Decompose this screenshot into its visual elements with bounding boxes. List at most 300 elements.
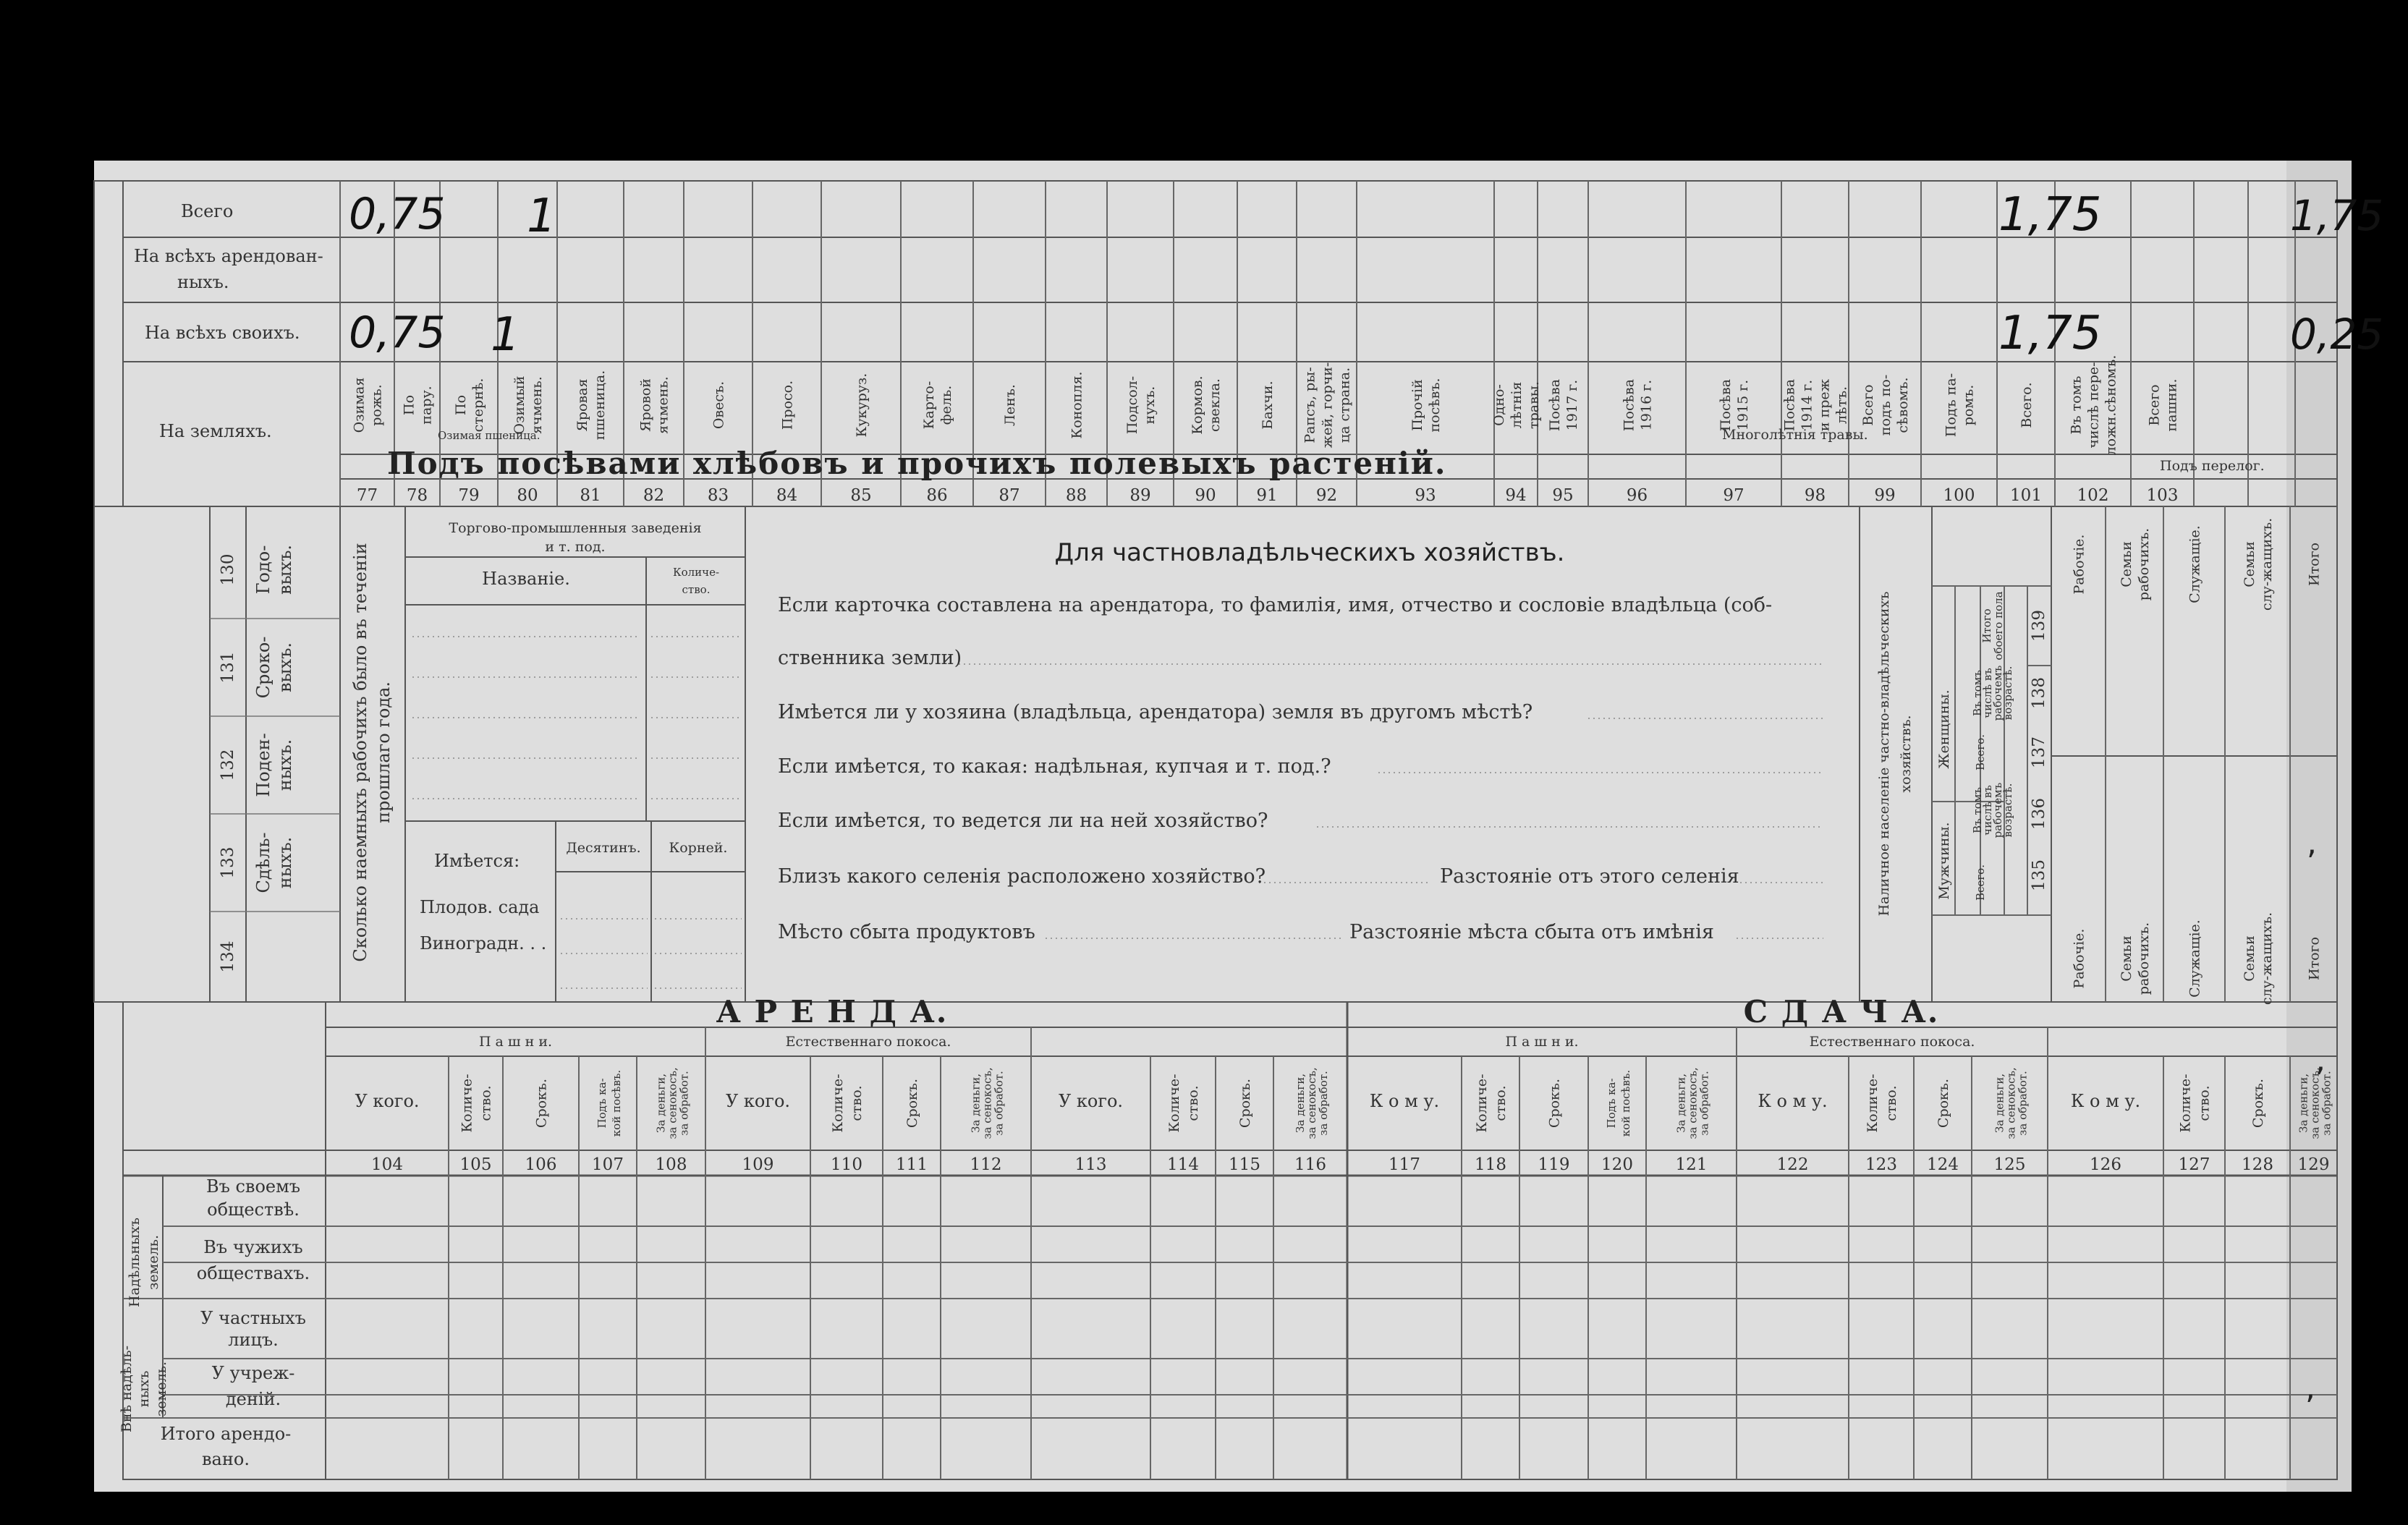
bot-header-128-line-0: Срокъ. xyxy=(2250,1078,2266,1129)
bot-col-number-122: 122 xyxy=(1776,1155,1809,1174)
staff-top-0-line-0: Рабочiе. xyxy=(2071,534,2087,595)
hw-total-99: 1,75 xyxy=(1998,188,2102,242)
bot-col-number-118: 118 xyxy=(1475,1155,1506,1174)
workers-type-133-line-0: Сдѣль- xyxy=(253,832,274,893)
col-number-101: 101 xyxy=(2010,486,2042,505)
bot-subheader-2: П а ш н и. xyxy=(1505,1034,1579,1050)
plodov-label: Плодов. сада xyxy=(420,897,540,917)
bot-row-label-0-a: Въ своемъ xyxy=(205,1176,301,1197)
bot-header-108 xyxy=(655,1067,691,1139)
pop-women-working-line-1: числѣ въ xyxy=(1981,668,1994,718)
bot-col-number-117: 117 xyxy=(1389,1155,1420,1174)
col-number-80: 80 xyxy=(517,486,538,505)
private-title: Для частновладѣльческихъ хозяйствъ. xyxy=(1054,538,1565,567)
pop-women-working-line-0: Въ томъ xyxy=(1971,670,1984,716)
crop-header-102-line-1: числѣ пере- xyxy=(2085,362,2102,449)
bot-col-number-120: 120 xyxy=(1601,1155,1633,1174)
crop-header-93-line-0: Прочiй xyxy=(1409,379,1425,431)
col-number-100: 100 xyxy=(1943,486,1975,505)
col-number-92: 92 xyxy=(1315,486,1338,505)
workers-num-131 xyxy=(219,652,237,684)
col-number-79: 79 xyxy=(458,486,480,505)
group-vne-line-1: ныхъ xyxy=(136,1370,152,1408)
bot-header-129-line-0: За деньги, xyxy=(2297,1074,2310,1133)
crop-header-82-line-0: Яровой xyxy=(637,378,654,432)
crop-header-91-line-0: Бахчи. xyxy=(1260,381,1276,430)
vinograd-label: Виноградн. . . xyxy=(420,933,547,953)
bot-header-119 xyxy=(1547,1079,1563,1128)
question-1: ственника земли) xyxy=(778,647,962,669)
mnogoletnie-label: Многолѣтнiя травы. xyxy=(1722,427,1868,443)
bot-header-124-line-0: Срокъ. xyxy=(1936,1078,1951,1129)
staff-bottom-1-line-1: рабочихъ. xyxy=(2136,922,2152,995)
bot-col-number-126: 126 xyxy=(2090,1155,2121,1174)
name-col-header: Названiе. xyxy=(482,569,570,589)
bot-header-125 xyxy=(1993,1067,2030,1139)
workers-num-130-line-0: 130 xyxy=(219,553,237,586)
row-label-arendovannykh-2: ныхъ. xyxy=(177,272,229,292)
crop-header-86-line-1: фель. xyxy=(938,385,954,425)
group-vne-line-2: земель. xyxy=(153,1361,169,1417)
row-label-na-zemlyakh: На земляхъ. xyxy=(159,421,272,441)
workers-type-132-line-1: ныхъ. xyxy=(275,739,295,791)
crop-header-77-line-1: рожь. xyxy=(368,384,385,426)
col-number-87: 87 xyxy=(999,486,1020,505)
workers-type-132-line-0: Поден- xyxy=(253,733,274,797)
bot-subheader-0: П а ш н и. xyxy=(478,1034,553,1050)
pop-num-138 xyxy=(2030,677,2048,709)
enterprise-title-1: Торгово-промышленныя заведенiя xyxy=(449,520,702,536)
crop-header-79-line-1: стернѣ. xyxy=(470,378,486,433)
staff-bottom-0-line-0: Рабочiе. xyxy=(2071,928,2087,989)
crop-header-103-line-0: Всего xyxy=(2146,384,2163,426)
crop-header-100-line-0: Подъ па- xyxy=(1943,373,1959,438)
col-number-78: 78 xyxy=(406,486,428,505)
bot-header-123-line-1: ство. xyxy=(1883,1085,1899,1121)
bot-header-126: К о м у. xyxy=(2070,1091,2141,1111)
staff-top-3-line-0: Семьи xyxy=(2242,541,2258,587)
pop-num-135-line-0: 135 xyxy=(2030,859,2048,891)
pop-men-working-line-0: Въ томъ xyxy=(1971,787,1984,833)
workers-num-133-line-0: 133 xyxy=(219,846,237,879)
bot-header-129-line-2: за обработ. xyxy=(2320,1071,2333,1136)
crop-header-99-line-0: Всего xyxy=(1860,384,1876,426)
bot-col-number-112: 112 xyxy=(970,1155,1002,1174)
bot-col-number-124: 124 xyxy=(1927,1155,1959,1174)
staff-top-1-line-1: рабочихъ. xyxy=(2136,527,2152,601)
pop-both-total-line-0: Итого xyxy=(1980,608,1993,643)
crop-header-99-line-2: сѣвомъ. xyxy=(1895,377,1911,433)
crops-banner: Подъ посѣвами хлѣбовъ и прочихъ полевыхъ растенiй. xyxy=(387,446,1447,481)
crop-header-90-line-1: свекла. xyxy=(1207,378,1223,432)
arenda-title: А Р Е Н Д А. xyxy=(716,994,949,1029)
bot-col-number-114: 114 xyxy=(1167,1155,1199,1174)
col-number-77: 77 xyxy=(356,486,378,505)
crop-header-82-line-1: ячмень. xyxy=(655,376,671,434)
crop-header-85 xyxy=(854,373,870,438)
bot-row-label-3-a: У учреж- xyxy=(211,1363,295,1383)
col-number-85: 85 xyxy=(850,486,872,505)
pop-num-136 xyxy=(2030,798,2048,830)
bot-header-106 xyxy=(534,1079,550,1128)
crop-header-86-line-0: Карто- xyxy=(921,381,937,430)
bot-header-107-line-1: кой посѣвъ. xyxy=(610,1069,623,1137)
bot-row-label-2-b: лицъ. xyxy=(228,1330,279,1350)
col-number-98: 98 xyxy=(1804,486,1826,505)
hw-total-103: 1,75 xyxy=(2290,191,2384,240)
staff-bottom-2-line-0: Служащiе. xyxy=(2187,919,2203,998)
staff-top-0 xyxy=(2072,535,2087,595)
bot-header-124 xyxy=(1936,1079,1951,1128)
bot-header-125-line-0: За деньги, xyxy=(1993,1074,2006,1133)
group-nadel-line-1: земель. xyxy=(145,1234,161,1291)
bot-header-106-line-0: Срокъ. xyxy=(533,1078,550,1129)
staff-bottom-3-line-0: Семьи xyxy=(2242,935,2258,982)
col-number-83: 83 xyxy=(707,486,729,505)
col-number-94: 94 xyxy=(1505,486,1527,505)
bot-header-121-line-1: за сенокосъ, xyxy=(1686,1067,1700,1139)
staff-bottom-3-line-1: слу-жащихъ. xyxy=(2259,912,2275,1006)
bot-header-121-line-2: за обработ. xyxy=(1697,1071,1711,1136)
bot-col-number-129: 129 xyxy=(2297,1155,2330,1174)
crop-header-95-line-0: Посѣва xyxy=(1547,378,1563,432)
workers-title-line-1: прошлаго года. xyxy=(373,681,394,824)
crop-header-103-line-1: пашни. xyxy=(2163,378,2180,432)
bot-header-127-line-0: Количе- xyxy=(2177,1074,2194,1133)
crop-header-100-line-1: ромъ. xyxy=(1960,384,1977,426)
pop-both-total-line-1: обоего пола xyxy=(1992,591,2005,660)
comma-mark-2: , xyxy=(2305,1369,2315,1406)
enterprise-title-2: и т. под. xyxy=(545,539,606,555)
crop-header-102-line-0: Въ томъ xyxy=(2068,375,2085,435)
row-label-svoikh: На всѣхъ своихъ. xyxy=(145,323,300,343)
crop-header-85-line-0: Кукуруз. xyxy=(854,373,870,438)
bot-header-114-line-0: Количе- xyxy=(1166,1074,1182,1133)
bot-subheader-1: Естественнаго покоса. xyxy=(785,1034,951,1050)
bot-col-number-105: 105 xyxy=(459,1155,492,1174)
qty-col-header-2: ство. xyxy=(682,583,711,596)
pop-women-working-line-3: возрастѣ. xyxy=(2001,666,2014,721)
comma-mark-3: , xyxy=(2315,1042,2326,1079)
bot-col-number-111: 111 xyxy=(896,1155,928,1174)
question-distance-market: Разстоянiе мѣста сбыта отъ имѣнiя xyxy=(1349,921,1714,943)
staff-top-1-line-0: Семьи xyxy=(2119,541,2134,587)
hw-total-77: 0,75 xyxy=(349,189,446,239)
bot-col-number-110: 110 xyxy=(831,1155,862,1174)
question-0: Если карточка составлена на арендатора, то фамилiя, имя, отчество и сословiе владѣльца (соб- xyxy=(778,594,1773,616)
crop-header-80-line-1: ячмень. xyxy=(529,376,545,434)
pop-num-139-line-0: 139 xyxy=(2030,610,2048,642)
pop-women-working-line-2: рабочемъ xyxy=(1991,665,2004,721)
pop-men-working-line-1: числѣ въ xyxy=(1981,785,1994,836)
bot-col-number-115: 115 xyxy=(1229,1155,1260,1174)
crop-header-79-line-0: По xyxy=(453,394,469,416)
crop-header-101-line-0: Всего. xyxy=(2019,382,2035,428)
workers-num-132-line-0: 132 xyxy=(219,749,237,781)
bot-header-121-line-0: За деньги, xyxy=(1674,1074,1688,1133)
col-number-95: 95 xyxy=(1552,486,1574,505)
pop-men-working xyxy=(1971,783,2014,838)
sdacha-title: С Д А Ч А. xyxy=(1743,994,1940,1029)
bot-row-label-1-a: Въ чужихъ xyxy=(203,1237,303,1257)
crop-header-98-line-1: 1914 г. xyxy=(1799,379,1815,431)
bot-header-109: У кого. xyxy=(725,1091,791,1111)
row-label-vsego: Всего xyxy=(181,201,234,221)
staff-top-3-line-1: слу-жащихъ. xyxy=(2259,517,2275,611)
bot-header-112-line-1: за сенокосъ, xyxy=(980,1067,994,1139)
bot-header-118-line-0: Количе- xyxy=(1474,1074,1490,1133)
pop-num-135 xyxy=(2030,859,2048,891)
hw-own-77: 0,75 xyxy=(349,307,446,358)
bot-header-112 xyxy=(970,1067,1006,1139)
bot-header-116-line-0: За деньги, xyxy=(1294,1074,1307,1133)
bot-header-117: К о м у. xyxy=(1369,1091,1440,1111)
col-number-93: 93 xyxy=(1415,486,1436,505)
workers-type-131-line-1: выхъ. xyxy=(275,642,295,693)
crop-header-89-line-1: нухъ. xyxy=(1142,386,1158,425)
crop-header-87-line-0: Ленъ. xyxy=(1002,384,1018,426)
crop-header-93-line-1: посѣвъ. xyxy=(1427,378,1443,433)
bot-header-105-line-0: Количе- xyxy=(459,1074,475,1133)
workers-num-130 xyxy=(219,554,237,586)
staff-bottom-2 xyxy=(2187,919,2203,998)
crop-header-96-line-1: 1916 г. xyxy=(1638,379,1655,431)
hw-total-78: 1 xyxy=(527,190,556,243)
bot-header-108-line-2: за обработ. xyxy=(677,1071,691,1136)
bot-header-121 xyxy=(1675,1067,1711,1139)
korney-header: Корней. xyxy=(669,840,728,856)
crop-header-97-line-0: Посѣва xyxy=(1718,378,1734,432)
hw-own-103: 0,25 xyxy=(2290,310,2384,359)
crop-header-81-line-0: Яровая xyxy=(575,378,590,432)
bot-header-115-line-0: Срокъ. xyxy=(1237,1078,1253,1129)
crop-header-90-line-0: Кормов. xyxy=(1190,375,1205,435)
group-nadel-line-0: Надѣльныхъ xyxy=(127,1217,143,1308)
bot-header-122: К о м у. xyxy=(1758,1091,1828,1111)
col-number-99: 99 xyxy=(1874,486,1896,505)
pop-num-139 xyxy=(2030,610,2048,642)
crop-header-81-line-1: пшеница. xyxy=(592,370,608,441)
bot-row-label-3-b: денiй. xyxy=(225,1389,281,1409)
workers-type-130-line-1: выхъ. xyxy=(275,544,295,595)
bot-col-number-127: 127 xyxy=(2178,1155,2210,1174)
col-number-89: 89 xyxy=(1129,486,1151,505)
crop-header-84-line-0: Просо. xyxy=(779,380,796,430)
col-number-96: 96 xyxy=(1626,486,1648,505)
bot-col-number-107: 107 xyxy=(592,1155,624,1174)
bot-row-label-1-b: обществахъ. xyxy=(196,1263,310,1283)
bot-col-number-104: 104 xyxy=(371,1155,403,1174)
bot-header-108-line-0: За деньги, xyxy=(654,1074,668,1133)
bot-header-119-line-0: Срокъ. xyxy=(1546,1078,1563,1129)
crop-header-94-line-0: Одно- xyxy=(1491,384,1507,426)
bot-col-number-106: 106 xyxy=(525,1155,557,1174)
pop-women-total-line-0: Всего. xyxy=(1974,734,1987,770)
question-2: Имѣется ли у хозяина (владѣльца, арендатора) земля въ другомъ мѣстѣ? xyxy=(778,701,1533,723)
col-number-82: 82 xyxy=(643,486,665,505)
crop-header-101 xyxy=(2019,382,2035,428)
crop-header-102-line-2: ложн.сѣномъ. xyxy=(2103,354,2119,456)
workers-num-134 xyxy=(219,941,237,973)
staff-bottom-1-line-0: Семьи xyxy=(2119,935,2134,982)
crop-header-92-line-0: Рапсъ, ры- xyxy=(1302,367,1318,443)
col-number-103: 103 xyxy=(2146,486,2179,505)
bot-col-number-121: 121 xyxy=(1675,1155,1708,1174)
col-number-90: 90 xyxy=(1195,486,1216,505)
bot-header-105-line-1: ство. xyxy=(478,1085,494,1121)
population-title-line-1: хозяйствъ. xyxy=(1898,715,1914,793)
workers-num-131-line-0: 131 xyxy=(219,651,237,684)
crop-header-97-line-1: 1915 г. xyxy=(1735,379,1751,431)
crop-header-98-line-3: лѣтъ. xyxy=(1833,386,1850,425)
workers-type-131-line-0: Сроко- xyxy=(253,636,274,699)
qty-col-header-1: Количе- xyxy=(672,566,720,579)
population-title-line-0: Наличное населенiе частно-владѣльческихъ xyxy=(1876,591,1892,917)
question-3: Если имѣется, то какая: надѣльная, купчая и т. под.? xyxy=(778,755,1331,778)
bot-col-number-119: 119 xyxy=(1538,1155,1570,1174)
col-number-97: 97 xyxy=(1723,486,1744,505)
staff-bottom-0 xyxy=(2072,929,2087,989)
crop-header-78-line-0: По xyxy=(401,394,417,416)
pop-women-working xyxy=(1971,666,2014,721)
pop-men-working-line-2: рабочемъ xyxy=(1991,782,2004,838)
card-edge-strip xyxy=(2286,161,2352,1492)
crop-header-84 xyxy=(780,381,796,430)
bot-header-107-line-0: Подъ ка- xyxy=(595,1078,609,1129)
crop-header-95-line-1: 1917 г. xyxy=(1564,379,1580,431)
pop-men-total xyxy=(1974,865,1987,901)
desyatin-header: Десятинъ. xyxy=(566,840,641,856)
group-vne-line-0: Внѣ надѣль- xyxy=(119,1345,135,1433)
staff-bottom-4-line-0: Итого xyxy=(2306,937,2323,980)
pop-num-136-line-0: 136 xyxy=(2030,798,2048,830)
crop-header-89-line-0: Подсол- xyxy=(1124,375,1140,435)
crop-header-94 xyxy=(1491,381,1542,429)
crop-header-98-line-2: и преж xyxy=(1816,378,1833,432)
crop-header-88 xyxy=(1069,371,1085,438)
crop-header-77-line-0: Озимая xyxy=(351,377,368,433)
bot-col-number-128: 128 xyxy=(2242,1155,2273,1174)
bot-col-number-108: 108 xyxy=(655,1155,687,1174)
hw-own-78: 1 xyxy=(491,308,520,362)
crop-header-96-line-0: Посѣва xyxy=(1621,378,1637,432)
staff-top-2 xyxy=(2187,525,2203,603)
question-distance-village: Разстоянiе отъ этого селенiя xyxy=(1440,865,1739,888)
bot-header-120-line-1: кой посѣвъ. xyxy=(1619,1069,1632,1137)
pop-num-137-line-0: 137 xyxy=(2030,736,2048,768)
bot-col-number-123: 123 xyxy=(1865,1155,1897,1174)
col-number-86: 86 xyxy=(926,486,948,505)
question-5: Близъ какого селенiя расположено хозяйство? xyxy=(778,865,1266,888)
bot-header-104: У кого. xyxy=(355,1091,420,1111)
bot-subheader-3: Естественнаго покоса. xyxy=(1809,1034,1975,1050)
bot-col-number-113: 113 xyxy=(1074,1155,1107,1174)
bot-header-116-line-1: за сенокосъ, xyxy=(1305,1067,1318,1139)
pop-men-label xyxy=(1936,822,1952,899)
crop-header-92-line-2: ца страна. xyxy=(1336,367,1353,443)
hw-own-99: 1,75 xyxy=(1998,307,2102,360)
crop-header-98-line-0: Посѣва xyxy=(1781,378,1798,432)
bot-row-label-4-b: вано. xyxy=(202,1449,250,1469)
bot-header-114-line-1: ство. xyxy=(1185,1085,1201,1121)
bot-header-113: У кого. xyxy=(1058,1091,1124,1111)
crop-header-99-line-1: подъ по- xyxy=(1878,374,1894,436)
pop-num-137 xyxy=(2030,736,2048,768)
bot-row-label-0-b: обществѣ. xyxy=(207,1199,300,1220)
workers-num-133 xyxy=(219,847,237,879)
workers-type-130-line-0: Годо- xyxy=(253,545,274,595)
crop-header-87 xyxy=(1002,384,1018,426)
row-label-arendovannykh-1: На всѣхъ арендован- xyxy=(134,246,323,266)
bot-header-116 xyxy=(1294,1067,1330,1139)
pop-women-label xyxy=(1936,689,1952,768)
pop-num-138-line-0: 138 xyxy=(2030,677,2048,709)
question-6: Мѣсто сбыта продуктовъ xyxy=(778,921,1035,943)
col-number-88: 88 xyxy=(1065,486,1088,505)
has-label: Имѣется: xyxy=(434,851,520,871)
bot-header-129-line-1: за сенокосъ, xyxy=(2308,1067,2322,1139)
bot-header-112-line-0: За деньги, xyxy=(969,1074,983,1133)
pop-men-label-line-0: Мужчины. xyxy=(1936,822,1952,900)
comma-mark-1: , xyxy=(2307,825,2317,862)
bot-col-number-116: 116 xyxy=(1294,1155,1326,1174)
bot-row-label-4-a: Итого арендо- xyxy=(160,1424,292,1444)
bot-header-127-line-1: ство. xyxy=(2196,1085,2213,1121)
bot-col-number-125: 125 xyxy=(1993,1155,2026,1174)
bot-header-128 xyxy=(2250,1079,2266,1128)
crop-header-92-line-1: жей, горчи- xyxy=(1319,362,1336,449)
bot-header-111 xyxy=(904,1079,920,1128)
bot-header-118-line-1: ство. xyxy=(1493,1085,1509,1121)
crop-header-80-line-0: Озимый xyxy=(512,375,527,435)
bot-header-125-line-2: за обработ. xyxy=(2016,1071,2030,1136)
bot-header-108-line-1: за сенокосъ, xyxy=(666,1067,679,1139)
workers-num-132 xyxy=(219,749,237,781)
bot-header-116-line-2: за обработ. xyxy=(1317,1071,1330,1136)
bot-header-110-line-1: ство. xyxy=(849,1085,865,1121)
crop-header-91 xyxy=(1260,381,1276,429)
staff-top-4 xyxy=(2307,543,2323,586)
staff-bottom-4 xyxy=(2307,937,2323,980)
pod-perelog-label: Подъ перелог. xyxy=(2160,458,2265,474)
crop-header-94-line-1: лѣтнiя xyxy=(1509,381,1525,429)
workers-title-line-0: Сколько наемныхъ рабочихъ было въ теченiи xyxy=(350,543,370,962)
bot-row-label-2-a: У частныхъ xyxy=(200,1308,306,1328)
crop-header-83-line-0: Овесъ. xyxy=(711,381,727,430)
col-number-91: 91 xyxy=(1256,486,1278,505)
bot-header-112-line-2: за обработ. xyxy=(992,1071,1006,1136)
crop-header-92 xyxy=(1302,362,1353,449)
pop-women-label-line-0: Женщины. xyxy=(1936,689,1952,769)
crop-header-94-line-2: травы. xyxy=(1526,381,1542,429)
ozimaya-pshenitsa-label: Озимая пшеница. xyxy=(438,429,540,442)
pop-men-total-line-0: Всего. xyxy=(1974,865,1987,901)
bot-header-110-line-0: Количе- xyxy=(830,1074,846,1133)
col-number-102: 102 xyxy=(2077,486,2109,505)
crop-header-83 xyxy=(711,381,727,429)
col-number-81: 81 xyxy=(580,486,601,505)
bot-header-125-line-1: за сенокосъ, xyxy=(2004,1067,2018,1139)
crop-header-88-line-0: Конопля. xyxy=(1069,371,1085,439)
pop-men-working-line-3: возрастѣ. xyxy=(2001,783,2014,838)
crop-header-78-line-1: пару. xyxy=(418,386,435,425)
bot-col-number-109: 109 xyxy=(742,1155,774,1174)
question-4: Если имѣется, то ведется ли на ней хозяйство? xyxy=(778,810,1268,832)
bot-header-111-line-0: Срокъ. xyxy=(904,1078,920,1129)
bot-header-123-line-0: Количе- xyxy=(1865,1074,1881,1133)
bot-header-120-line-0: Подъ ка- xyxy=(1605,1078,1618,1129)
pop-women-total xyxy=(1974,734,1987,770)
